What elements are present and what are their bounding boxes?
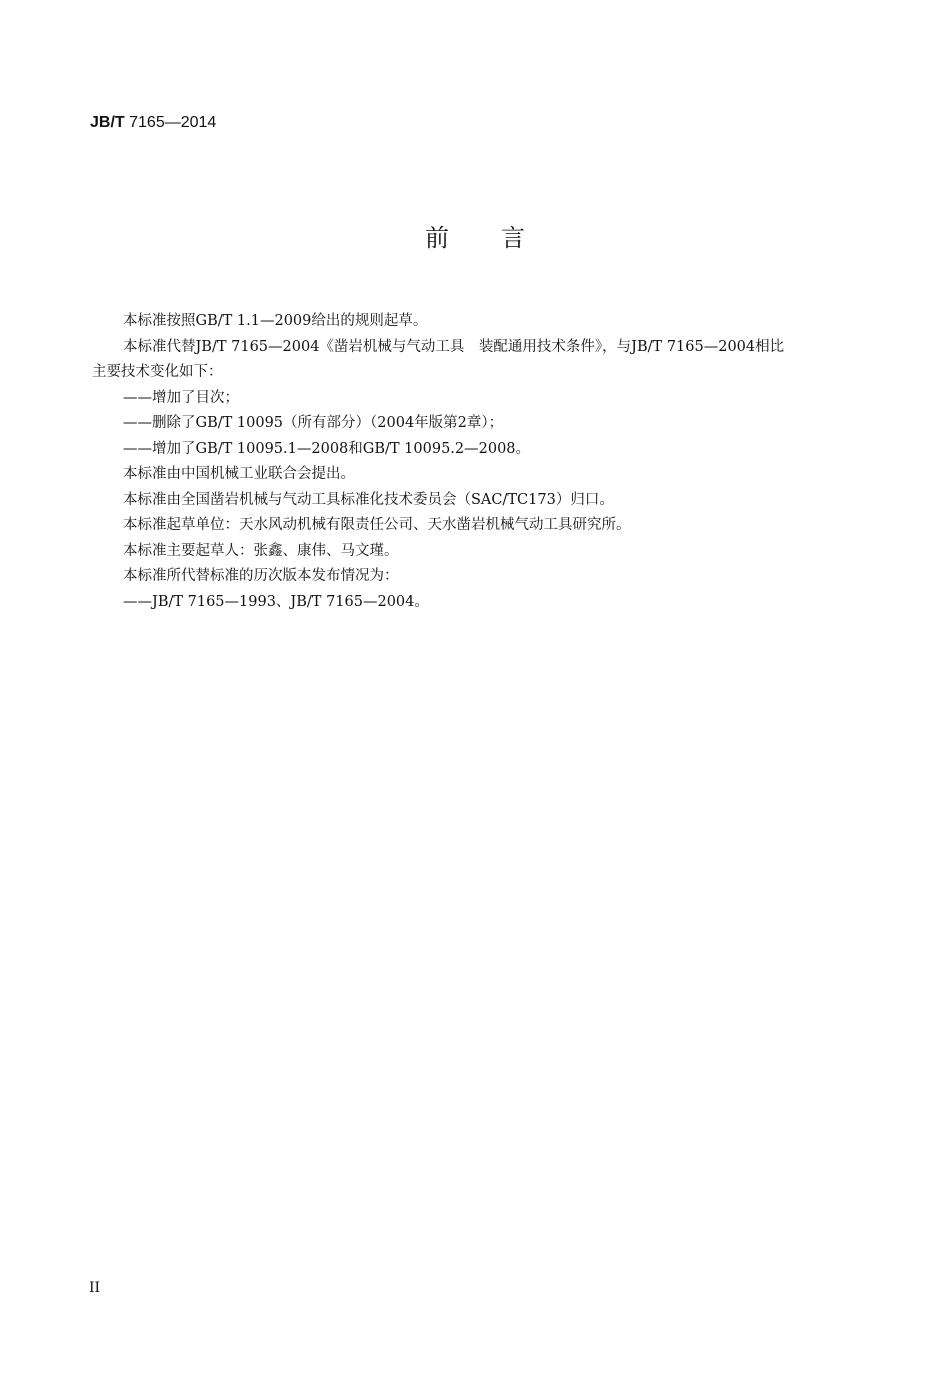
paragraph-history: 本标准所代替标准的历次版本发布情况为： — [123, 568, 399, 584]
paragraph-committee: 本标准由全国凿岩机械与气动工具标准化技术委员会（SAC/TC173）归口。 — [123, 491, 614, 508]
standard-code-number: 7165—2014 — [124, 114, 217, 131]
page-title: 前言 — [425, 224, 577, 252]
paragraph-replacement-continued: 主要技术变化如下： — [92, 364, 223, 380]
standard-code — [90, 112, 216, 134]
paragraph-drafting-rules: 本标准按照GB/T 1.1—2009给出的规则起草。 — [123, 313, 428, 329]
change-item-toc: ——增加了目次； — [123, 389, 239, 406]
change-item-added: ——增加了GB/T 10095.1—2008和GB/T 10095.2—2008。 — [123, 440, 531, 457]
change-item-deleted: ——删除了GB/T 10095（所有部分）（2004年版第2章）； — [123, 415, 504, 431]
paragraph-drafting-units: 本标准起草单位：天水风动机械有限责任公司、天水凿岩机械气动工具研究所。 — [123, 517, 631, 533]
history-versions: ——JB/T 7165—1993、JB/T 7165—2004。 — [123, 593, 429, 610]
paragraph-drafters: 本标准主要起草人：张鑫、康伟、马文瑾。 — [123, 542, 399, 559]
paragraph-replacement: 本标准代替JB/T 7165—2004《凿岩机械与气动工具 装配通用技术条件》，与JB/T 7165—2004相比 — [123, 338, 785, 355]
page-number: II — [89, 1280, 101, 1296]
paragraph-proposer: 本标准由中国机械工业联合会提出。 — [123, 466, 355, 482]
standard-code-prefix: JB/T — [90, 114, 125, 131]
foreword-body — [92, 309, 862, 615]
